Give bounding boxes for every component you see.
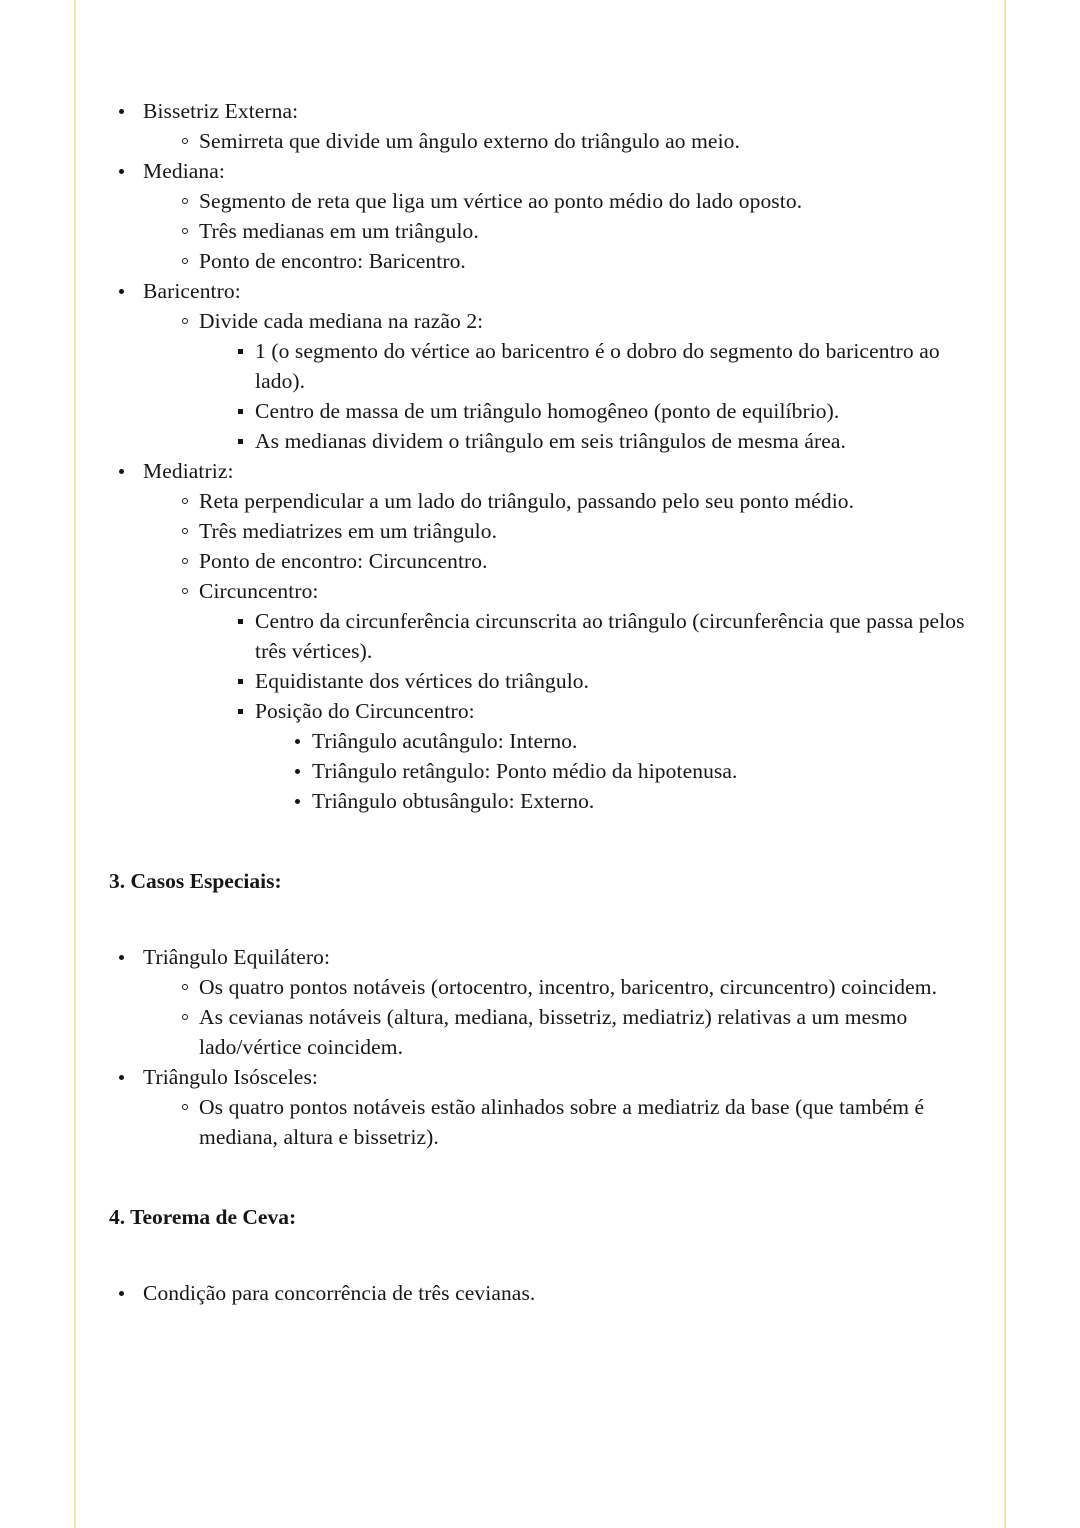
list-item-text: Triângulo acutângulo: Interno. bbox=[312, 729, 578, 753]
list-item bbox=[237, 696, 977, 816]
bullet-list-level-4 bbox=[255, 726, 977, 816]
section-heading: 3. Casos Especiais: bbox=[109, 869, 282, 893]
section-heading: 4. Teorema de Ceva: bbox=[109, 1205, 297, 1229]
list-item-text: Circuncentro: bbox=[199, 579, 319, 603]
bullet-circle-outline-icon bbox=[182, 528, 188, 534]
list-item bbox=[180, 186, 977, 216]
list-item bbox=[105, 276, 977, 456]
bullet-square-icon bbox=[238, 439, 243, 444]
list-item-text: Três mediatrizes em um triângulo. bbox=[199, 519, 498, 543]
list-item-text: Três medianas em um triângulo. bbox=[199, 219, 479, 243]
list-item-text: Posição do Circuncentro: bbox=[255, 699, 475, 723]
bullet-list-level-1 bbox=[105, 96, 977, 816]
list-item-text: Triângulo obtusângulo: Externo. bbox=[312, 789, 595, 813]
bullet-disc-icon bbox=[295, 739, 300, 744]
bullet-circle-outline-icon bbox=[182, 498, 188, 504]
list-item bbox=[180, 216, 977, 246]
list-item bbox=[237, 666, 977, 696]
list-item bbox=[180, 486, 977, 516]
list-item bbox=[180, 972, 977, 1002]
list-item bbox=[180, 516, 977, 546]
bullet-disc-icon bbox=[119, 109, 124, 114]
list-item bbox=[237, 426, 977, 456]
list-item bbox=[180, 126, 977, 156]
bullet-circle-outline-icon bbox=[182, 558, 188, 564]
bullet-list-level-2 bbox=[143, 486, 977, 816]
list-item-text: Reta perpendicular a um lado do triângulo, passando pelo seu ponto médio. bbox=[199, 489, 855, 513]
list-item bbox=[180, 246, 977, 276]
bullet-disc-icon bbox=[119, 289, 124, 294]
spacer bbox=[105, 1152, 977, 1202]
bullet-circle-outline-icon bbox=[182, 198, 188, 204]
list-item-text: Triângulo retângulo: Ponto médio da hipotenusa. bbox=[312, 759, 738, 783]
list-item bbox=[105, 942, 977, 1062]
list-item bbox=[105, 1278, 977, 1308]
list-item-text: Centro de massa de um triângulo homogêneo (ponto de equilíbrio). bbox=[255, 399, 840, 423]
list-item-text: 1 (o segmento do vértice ao baricentro é o dobro do segmento do baricentro ao lado). bbox=[255, 339, 940, 393]
list-item bbox=[105, 456, 977, 816]
list-item-text: Equidistante dos vértices do triângulo. bbox=[255, 669, 590, 693]
bullet-list-level-2 bbox=[143, 126, 977, 156]
bullet-disc-icon bbox=[295, 799, 300, 804]
list-item-text: Mediana: bbox=[143, 159, 225, 183]
bullet-list-level-2 bbox=[143, 1092, 977, 1152]
bullet-circle-outline-icon bbox=[182, 1014, 188, 1020]
list-item-text: Os quatro pontos notáveis estão alinhados sobre a mediatriz da base (que também é mediana, altura e bissetriz). bbox=[199, 1095, 925, 1149]
list-item bbox=[180, 546, 977, 576]
spacer bbox=[105, 816, 977, 866]
bullet-circle-outline-icon bbox=[182, 318, 188, 324]
list-item-text: Triângulo Equilátero: bbox=[143, 945, 331, 969]
list-item-text: Os quatro pontos notáveis (ortocentro, incentro, baricentro, circuncentro) coincidem. bbox=[199, 975, 938, 999]
list-item bbox=[237, 606, 977, 666]
list-item-text: Ponto de encontro: Circuncentro. bbox=[199, 549, 488, 573]
list-item bbox=[105, 1062, 977, 1152]
list-item-text: Triângulo Isósceles: bbox=[143, 1065, 318, 1089]
list-item-text: Mediatriz: bbox=[143, 459, 234, 483]
bullet-list-level-1 bbox=[105, 942, 977, 1152]
list-item bbox=[293, 786, 977, 816]
list-item-text: Ponto de encontro: Baricentro. bbox=[199, 249, 466, 273]
document-content bbox=[105, 96, 977, 1308]
bullet-square-icon bbox=[238, 619, 243, 624]
bullet-disc-icon bbox=[119, 1075, 124, 1080]
bullet-square-icon bbox=[238, 679, 243, 684]
list-item-text: As medianas dividem o triângulo em seis triângulos de mesma área. bbox=[255, 429, 847, 453]
bullet-circle-outline-icon bbox=[182, 1104, 188, 1110]
bullet-square-icon bbox=[238, 349, 243, 354]
bullet-list-level-2 bbox=[143, 972, 977, 1062]
bullet-disc-icon bbox=[119, 469, 124, 474]
list-item-text: Divide cada mediana na razão 2: bbox=[199, 309, 484, 333]
bullet-disc-icon bbox=[119, 169, 124, 174]
bullet-disc-icon bbox=[295, 769, 300, 774]
bullet-list-level-3 bbox=[199, 336, 977, 456]
bullet-disc-icon bbox=[119, 955, 124, 960]
bullet-square-icon bbox=[238, 709, 243, 714]
list-item bbox=[180, 1002, 977, 1062]
spacer bbox=[105, 1232, 977, 1278]
bullet-circle-outline-icon bbox=[182, 588, 188, 594]
list-item-text: Segmento de reta que liga um vértice ao ponto médio do lado oposto. bbox=[199, 189, 803, 213]
list-item-text: Baricentro: bbox=[143, 279, 241, 303]
bullet-square-icon bbox=[238, 409, 243, 414]
bullet-circle-outline-icon bbox=[182, 258, 188, 264]
list-item bbox=[180, 1092, 977, 1152]
bullet-circle-outline-icon bbox=[182, 984, 188, 990]
bullet-list-level-3 bbox=[199, 606, 977, 816]
list-item bbox=[105, 156, 977, 276]
list-item-text: Semirreta que divide um ângulo externo do triângulo ao meio. bbox=[199, 129, 740, 153]
list-item bbox=[180, 576, 977, 816]
list-item-text: As cevianas notáveis (altura, mediana, bissetriz, mediatriz) relativas a um mesmo lado/vértice coincidem. bbox=[199, 1005, 908, 1059]
list-item bbox=[293, 756, 977, 786]
bullet-list-level-2 bbox=[143, 186, 977, 276]
bullet-list-level-2 bbox=[143, 306, 977, 456]
bullet-circle-outline-icon bbox=[182, 228, 188, 234]
bullet-circle-outline-icon bbox=[182, 138, 188, 144]
list-item-text: Centro da circunferência circunscrita ao triângulo (circunferência que passa pelos três vértices). bbox=[255, 609, 965, 663]
list-item bbox=[180, 306, 977, 456]
list-item bbox=[105, 96, 977, 156]
bullet-disc-icon bbox=[119, 1291, 124, 1296]
list-item-text: Condição para concorrência de três cevianas. bbox=[143, 1281, 536, 1305]
list-item bbox=[237, 336, 977, 396]
list-item bbox=[237, 396, 977, 426]
bullet-list-level-1 bbox=[105, 1278, 977, 1308]
list-item bbox=[293, 726, 977, 756]
spacer bbox=[105, 896, 977, 942]
list-item-text: Bissetriz Externa: bbox=[143, 99, 299, 123]
